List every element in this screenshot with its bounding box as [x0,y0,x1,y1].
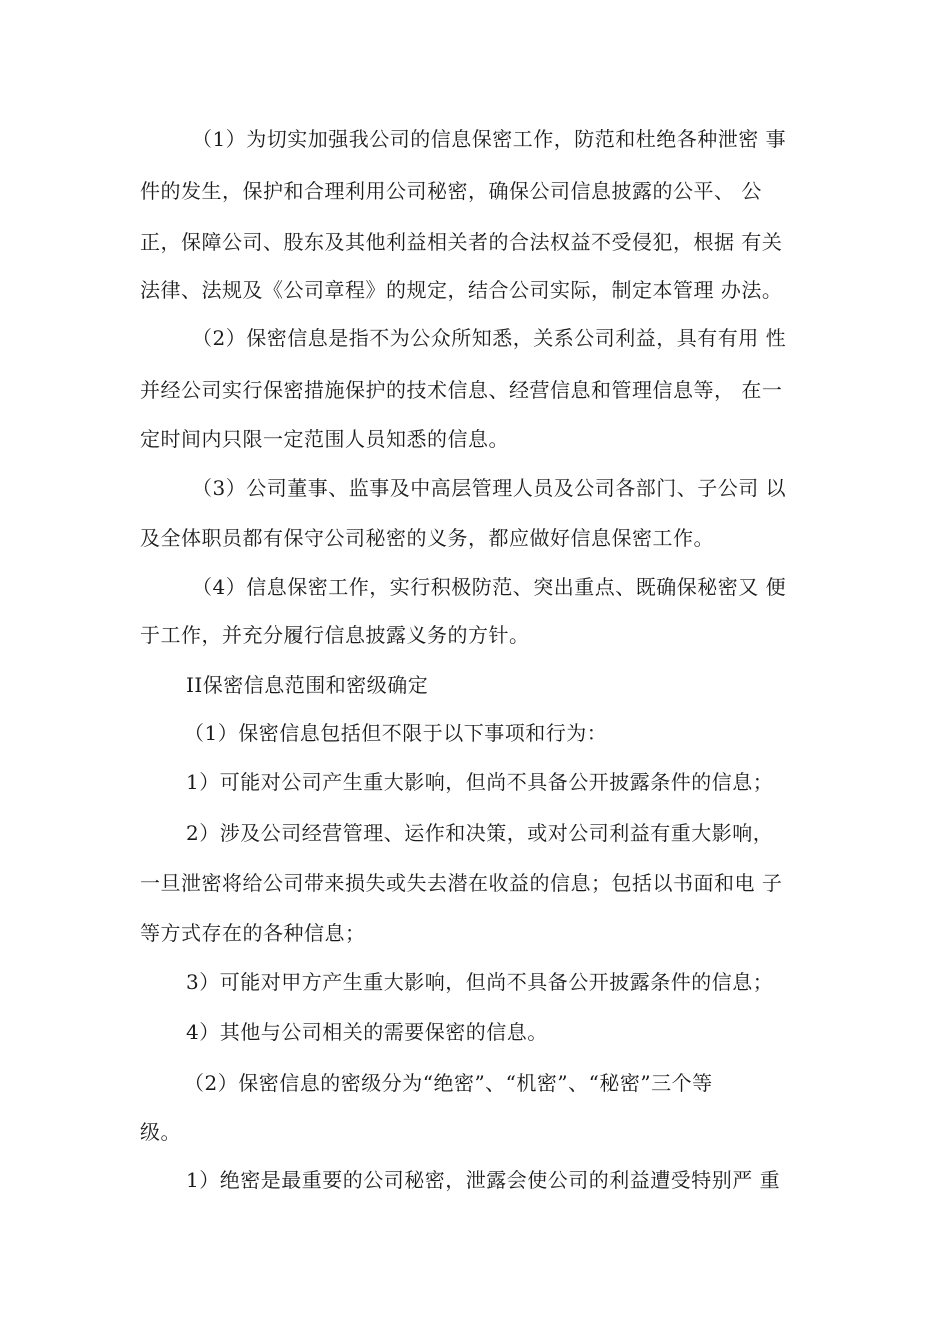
text-line: （3）公司董事、监事及中高层管理人员及公司各部门、子公司 以 [192,476,787,500]
text-line: 正，保障公司、股东及其他利益相关者的合法权益不受侵犯，根据 有关 [140,230,783,254]
text-line: 1）可能对公司产生重大影响，但尚不具备公开披露条件的信息； [186,770,774,794]
text-line: 2）涉及公司经营管理、运作和决策，或对公司利益有重大影响， [186,821,774,845]
text-line: 级。 [140,1120,181,1144]
text-line: 定时间内只限一定范围人员知悉的信息。 [140,427,509,451]
text-line: （2）保密信息的密级分为“绝密”、“机密”、“秘密”三个等 [184,1071,713,1095]
text-line: （1）保密信息包括但不限于以下事项和行为： [184,721,608,745]
text-line: 1）绝密是最重要的公司秘密，泄露会使公司的利益遭受特别严 重 [186,1168,781,1192]
text-line: （4）信息保密工作，实行积极防范、突出重点、既确保秘密又 便 [192,575,787,599]
text-line: 件的发生，保护和合理利用公司秘密，确保公司信息披露的公平、 公 [140,179,762,203]
section-heading: II保密信息范围和密级确定 [186,673,429,697]
text-line: 及全体职员都有保守公司秘密的义务，都应做好信息保密工作。 [140,526,714,550]
text-line: （1）为切实加强我公司的信息保密工作，防范和杜绝各种泄密 事 [192,127,787,151]
text-line: （2）保密信息是指不为公众所知悉，关系公司利益，具有有用 性 [192,326,787,350]
text-line: 4）其他与公司相关的需要保密的信息。 [186,1020,548,1044]
text-line: 法律、法规及《公司章程》的规定，结合公司实际，制定本管理 办法。 [140,278,783,302]
text-line: 3）可能对甲方产生重大影响，但尚不具备公开披露条件的信息； [186,970,774,994]
text-line: 一旦泄密将给公司带来损失或失去潜在收益的信息；包括以书面和电 子 [140,871,783,895]
text-line: 等方式存在的各种信息； [140,921,366,945]
text-line: 并经公司实行保密措施保护的技术信息、经营信息和管理信息等， 在一 [140,378,783,402]
text-line: 于工作，并充分履行信息披露义务的方针。 [140,623,530,647]
